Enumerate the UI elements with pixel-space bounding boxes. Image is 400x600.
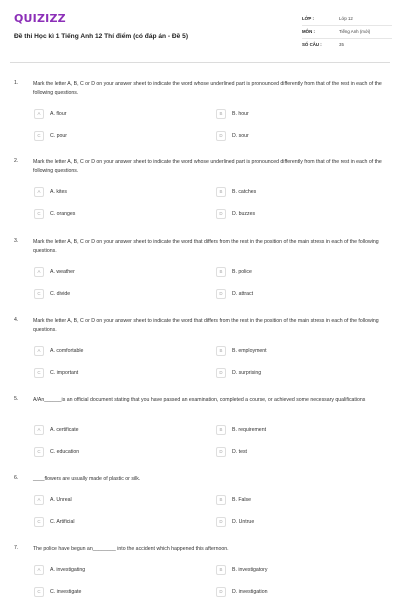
option-a[interactable]: [34, 565, 204, 576]
option-letter-box: A: [34, 495, 44, 505]
option-c[interactable]: [34, 517, 204, 528]
option-letter-box: D: [216, 587, 226, 597]
question-text: Mark the letter A, B, C or D on your answer sheet to indicate the word whose underlined part is pronounced differently from that of the rest in each of the following questions.: [33, 81, 382, 96]
option-text: A. weather: [50, 269, 75, 275]
meta-label: SỐ CÂU :: [302, 42, 322, 47]
option-letter-box: D: [216, 447, 226, 457]
option-d[interactable]: [216, 517, 386, 528]
option-text: B. police: [232, 269, 252, 275]
option-text: C. education: [50, 449, 80, 455]
option-letter-box: C: [34, 368, 44, 378]
option-letter-box: D: [216, 131, 226, 141]
option-a[interactable]: [34, 346, 204, 357]
option-text: B. employment: [232, 348, 267, 354]
option-d[interactable]: [216, 289, 386, 300]
option-letter-box: B: [216, 187, 226, 197]
option-c[interactable]: [34, 289, 204, 300]
option-text: A. comfortable: [50, 348, 84, 354]
option-a[interactable]: [34, 425, 204, 436]
question-number: 2.: [14, 158, 19, 164]
meta-label: MÔN :: [302, 29, 315, 34]
option-c[interactable]: [34, 368, 204, 379]
question-text: Mark the letter A, B, C or D on your answer sheet to indicate the word that differs from the rest in the position of the main stress in each of the following questions.: [33, 318, 379, 333]
option-text: D. Untrue: [232, 519, 255, 525]
option-text: C. divide: [50, 291, 71, 297]
option-text: C. pour: [50, 133, 68, 139]
option-letter-box: C: [34, 447, 44, 457]
option-letter-box: B: [216, 495, 226, 505]
option-a[interactable]: [34, 187, 204, 198]
option-text: D. sour: [232, 133, 249, 139]
option-text: A. Unreal: [50, 497, 72, 503]
option-d[interactable]: [216, 209, 386, 220]
option-b[interactable]: [216, 109, 386, 120]
option-text: D. surprising: [232, 370, 262, 376]
option-letter-box: A: [34, 109, 44, 119]
meta-value: 35: [339, 42, 344, 47]
option-letter-box: D: [216, 517, 226, 527]
option-text: A. investigating: [50, 567, 86, 573]
option-text: A. flour: [50, 111, 67, 117]
option-letter-box: C: [34, 289, 44, 299]
option-text: B. catches: [232, 189, 257, 195]
option-text: C. important: [50, 370, 79, 376]
option-text: C. Artificial: [50, 519, 75, 525]
document-title: Đề thi Học kì 1 Tiếng Anh 12 Thí điểm (có đáp án - Đề 5): [14, 33, 189, 40]
meta-value: Lớp 12: [339, 16, 353, 21]
option-d[interactable]: [216, 587, 386, 598]
option-text: D. investigation: [232, 589, 268, 595]
question-text: The police have begun an________ into the accident which happened this afternoon.: [33, 546, 229, 552]
question-text: ____flowers are usually made of plastic or silk.: [33, 476, 141, 482]
option-letter-box: A: [34, 187, 44, 197]
option-text: B. False: [232, 497, 252, 503]
option-c[interactable]: [34, 131, 204, 142]
option-b[interactable]: [216, 495, 386, 506]
option-b[interactable]: [216, 187, 386, 198]
option-letter-box: C: [34, 587, 44, 597]
option-text: C. oranges: [50, 211, 76, 217]
option-letter-box: B: [216, 267, 226, 277]
question-number: 4.: [14, 317, 19, 323]
option-letter-box: C: [34, 209, 44, 219]
option-letter-box: B: [216, 425, 226, 435]
option-b[interactable]: [216, 267, 386, 278]
header-divider: [10, 62, 390, 63]
option-letter-box: B: [216, 565, 226, 575]
option-a[interactable]: [34, 267, 204, 278]
option-c[interactable]: [34, 209, 204, 220]
option-d[interactable]: [216, 131, 386, 142]
question-text: Mark the letter A, B, C or D on your answer sheet to indicate the word whose underlined part is pronounced differently from that of the rest in each of the following questions.: [33, 159, 382, 174]
option-c[interactable]: [34, 587, 204, 598]
option-text: B. hour: [232, 111, 249, 117]
question-text: Mark the letter A, B, C or D on your answer sheet to indicate the word that differs from the rest in the position of the main stress in each of the following questions.: [33, 239, 379, 254]
question-number: 3.: [14, 238, 19, 244]
question-text: A/An______is an official document stating that you have passed an examination, completed a course, or achieved some necessary qualifications: [33, 397, 366, 403]
question-number: 7.: [14, 545, 19, 551]
option-d[interactable]: [216, 368, 386, 379]
option-b[interactable]: [216, 346, 386, 357]
meta-info: [302, 13, 392, 52]
option-letter-box: A: [34, 267, 44, 277]
option-b[interactable]: [216, 425, 386, 436]
meta-row-count: [302, 39, 392, 52]
option-text: A. certificate: [50, 427, 79, 433]
option-c[interactable]: [34, 447, 204, 458]
option-text: A. kites: [50, 189, 68, 195]
option-letter-box: B: [216, 346, 226, 356]
meta-value: Tiếng Anh (mới): [339, 29, 371, 34]
question-number: 1.: [14, 80, 19, 86]
option-letter-box: D: [216, 368, 226, 378]
meta-row-subject: [302, 26, 392, 39]
question-number: 5.: [14, 396, 19, 402]
option-letter-box: C: [34, 131, 44, 141]
option-a[interactable]: [34, 109, 204, 120]
option-text: B. investigatory: [232, 567, 268, 573]
option-a[interactable]: [34, 495, 204, 506]
option-letter-box: D: [216, 209, 226, 219]
option-letter-box: D: [216, 289, 226, 299]
meta-label: LỚP :: [302, 16, 314, 21]
option-b[interactable]: [216, 565, 386, 576]
page-header: [0, 0, 400, 58]
option-letter-box: A: [34, 425, 44, 435]
question-number: 6.: [14, 475, 19, 481]
option-letter-box: A: [34, 565, 44, 575]
option-text: D. test: [232, 449, 247, 455]
quizizz-logo: QUIZIZZ: [14, 12, 66, 25]
option-letter-box: C: [34, 517, 44, 527]
option-text: B. requirement: [232, 427, 267, 433]
option-text: C. investigate: [50, 589, 82, 595]
option-text: D. buzzes: [232, 211, 256, 217]
option-d[interactable]: [216, 447, 386, 458]
meta-row-class: [302, 13, 392, 26]
option-text: D. attract: [232, 291, 254, 297]
option-letter-box: B: [216, 109, 226, 119]
option-letter-box: A: [34, 346, 44, 356]
